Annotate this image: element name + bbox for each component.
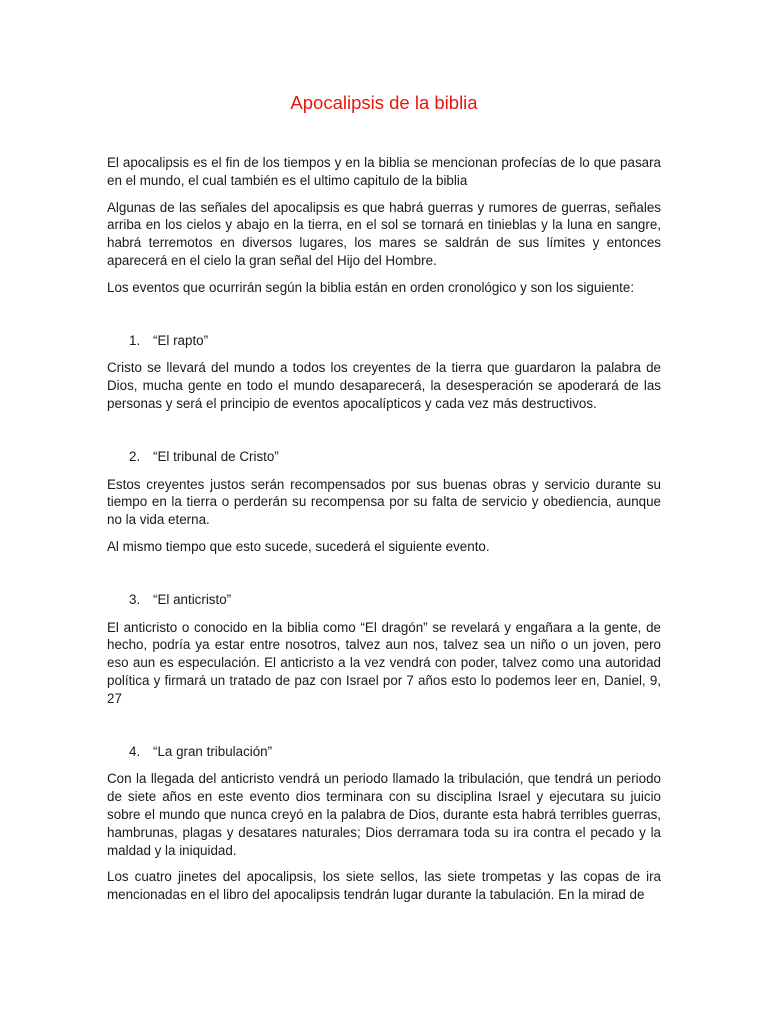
document-title: Apocalipsis de la biblia [290, 92, 478, 113]
section-number-2: 2. [129, 448, 141, 464]
section-1-paragraph-1: Cristo se llevará del mundo a todos los creyentes de la tierra que guardaron la palabra de Dios, mucha gente en todo el mundo desaparecerá, la desesperación se apoderará de las personas y será el principio de eventos apocalípticos y cada vez más destructivos. [107, 360, 661, 411]
document-body [107, 154, 661, 913]
intro-paragraph-3: Los eventos que ocurrirán según la biblia están en orden cronológico y son los siguiente: [107, 279, 635, 295]
section-title-4: “La gran tribulación” [153, 743, 273, 759]
spacer [107, 609, 661, 619]
section-title-2: “El tribunal de Cristo” [153, 448, 279, 464]
section-4-paragraph-1: Con la llegada del anticristo vendrá un periodo llamado la tribulación, que tendrá un periodo de siete años en este evento dios terminara con su disciplina Israel y ejecutara su juicio sobre el mundo que nunca creyó en la palabra de Dios, durante esta habrá terribles guerras, hambrunas, plagas y desatares naturales; Dios derramara toda su ira contra el pecado y la maldad y la iniquidad. [107, 771, 661, 858]
spacer [107, 306, 661, 332]
spacer [107, 760, 661, 770]
section-2-paragraph-1: Estos creyentes justos serán recompensados por sus buenas obras y servicio durante su tiempo en la tierra o perderán su recompensa por su falta de servicio y obediencia, aunque no la vida eterna. [107, 476, 661, 528]
spacer [107, 565, 661, 591]
spacer [107, 349, 661, 359]
section-number-1: 1. [129, 332, 141, 348]
spacer [107, 717, 661, 743]
section-number-4: 4. [129, 743, 141, 759]
spacer [107, 422, 661, 448]
intro-paragraph-2: Algunas de las señales del apocalipsis es que habrá guerras y rumores de guerras, señales arriba en los cielos y abajo en la tierra, en el sol se tornará en tinieblas y la luna en sangre, habrá terremotos en diversos lugares, los mares se saldrán de sus límites y entonces aparecerá en el cielo la gran señal del Hijo del Hombre. [107, 199, 661, 268]
intro-paragraph-1: El apocalipsis es el fin de los tiempos y en la biblia se mencionan profecías de lo que pasara en el mundo, el cual también es el ultimo capitulo de la biblia [107, 155, 661, 188]
section-title-3: “El anticristo” [153, 591, 232, 607]
section-2-paragraph-2: Al mismo tiempo que esto sucede, sucederá el siguiente evento. [107, 538, 490, 554]
section-number-3: 3. [129, 591, 141, 607]
section-4-paragraph-2: Los cuatro jinetes del apocalipsis, los siete sellos, las siete trompetas y las copas de ira mencionadas en el libro del apocalipsis tendrán lugar durante la tabulación. En la mirad de [107, 869, 661, 903]
section-heading-3 [107, 591, 661, 609]
spacer [107, 466, 661, 476]
section-heading-4 [107, 743, 661, 761]
section-heading-1 [107, 332, 661, 350]
section-title-1: “El rapto” [153, 332, 209, 348]
section-heading-2 [107, 448, 661, 466]
section-3-paragraph-1: El anticristo o conocido en la biblia como “El dragón” se revelará y engañara a la gente, de hecho, podría ya estar entre nosotros, talvez aun nos, talvez sea un niño o un joven, pero eso aun es especulación. El anticristo a la vez vendrá con poder, talvez como una autoridad política y firmará un tratado de paz con Israel por 7 años esto lo podemos leer en, Daniel, 9, 27 [107, 619, 661, 706]
